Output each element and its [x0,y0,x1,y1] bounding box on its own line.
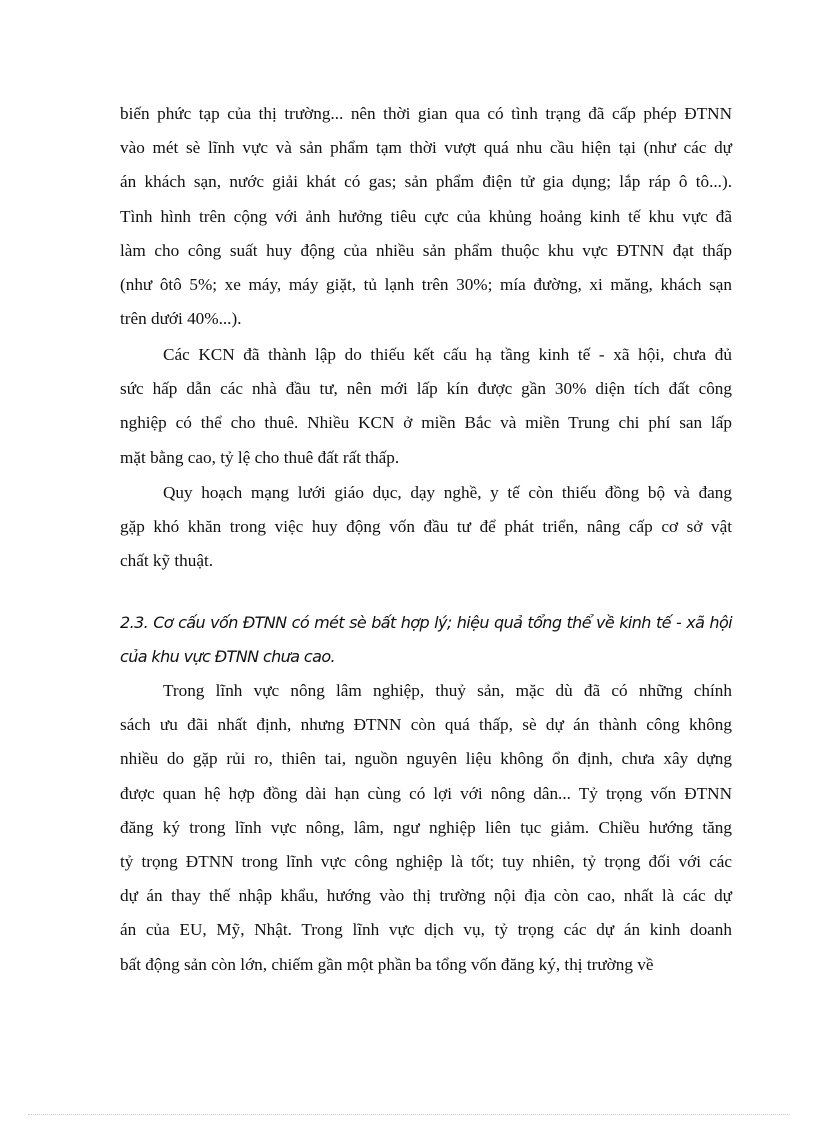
paragraph-industrial-zones [120,338,732,475]
text-line: vào mét sè lĩnh vực và sản phẩm tạm thời vượt quá nhu cầu hiện tại (như các dự [120,138,732,158]
text-line: (như ôtô 5%; xe máy, máy giặt, tủ lạnh trên 30%; mía đường, xi măng, khách sạn [120,275,732,295]
text-line: án khách sạn, nước giải khát có gas; sản phẩm điện tử gia dụng; lắp ráp ô tô...). [120,172,732,192]
text-line: chất kỹ thuật. [120,551,214,571]
text-line: Quy hoạch mạng lưới giáo dục, dạy nghề, y tế còn thiếu đồng bộ và đang [163,483,732,502]
text-line: Tình hình trên cộng với ảnh hưởng tiêu cực của khủng hoảng kinh tế khu vực đã [120,206,732,226]
text-line: làm cho công suất huy động của nhiều sản phẩm thuộc khu vực ĐTNN đạt thấp [120,240,732,260]
text-line: được quan hệ hợp đồng dài hạn cùng có lợi với nông dân... Tỷ trọng vốn ĐTNN [120,783,732,803]
text-line: nghiệp có thể cho thuê. Nhiều KCN ở miền Bắc và miền Trung chi phí san lấp [120,413,732,433]
text-line: trên dưới 40%...). [120,309,242,329]
text-line: bất động sản còn lớn, chiếm gần một phần ba tổng vốn đăng ký, thị trường về [120,954,654,974]
text-line: đăng ký trong lĩnh vực nông, lâm, ngư nghiệp liên tục giảm. Chiều hướng tăng [120,817,732,837]
paragraph-education-planning [120,476,732,579]
text-line: sức hấp dẫn các nhà đầu tư, nên mới lấp kín được gần 30% diện tích đất công [120,379,732,399]
text-line: tỷ trọng ĐTNN trong lĩnh vực công nghiệp là tốt; tuy nhiên, tỷ trọng đối với các [120,852,732,872]
text-line: dự án thay thế nhập khẩu, hướng vào thị trường nội địa còn cao, nhất là các dự [120,886,732,906]
section-heading [120,606,732,674]
text-line: án của EU, Mỹ, Nhật. Trong lĩnh vực dịch vụ, tỷ trọng các dự án kinh doanh [120,920,732,940]
text-line: sách ưu đãi nhất định, nhưng ĐTNN còn quá thấp, sè dự án thành công không [120,715,732,735]
text-line: Trong lĩnh vực nông lâm nghiệp, thuỷ sản, mặc dù đã có những chính [163,681,732,700]
page-bottom-divider [28,1114,788,1115]
text-line: gặp khó khăn trong việc huy động vốn đầu tư để phát triển, nâng cấp cơ sở vật [120,517,732,537]
text-line: nhiều do gặp rủi ro, thiên tai, nguồn nguyên liệu không ổn định, chưa xây dựng [120,749,732,769]
heading-line: của khu vực ĐTNN chưa cao. [120,647,335,667]
paragraph-capital-structure [120,674,732,982]
text-line: Các KCN đã thành lập do thiếu kết cấu hạ tầng kinh tế - xã hội, chưa đủ [163,345,732,364]
text-line: biến phức tạp của thị trường... nên thời gian qua có tình trạng đã cấp phép ĐTNN [120,104,732,123]
text-line: mặt bằng cao, tỷ lệ cho thuê đất rất thấp. [120,447,400,467]
paragraph-market-imbalance [120,97,732,336]
heading-line: 2.3. Cơ cấu vốn ĐTNN có mét sè bất hợp lý; hiệu quả tổng thể về kinh tế - xã hội [120,613,732,632]
